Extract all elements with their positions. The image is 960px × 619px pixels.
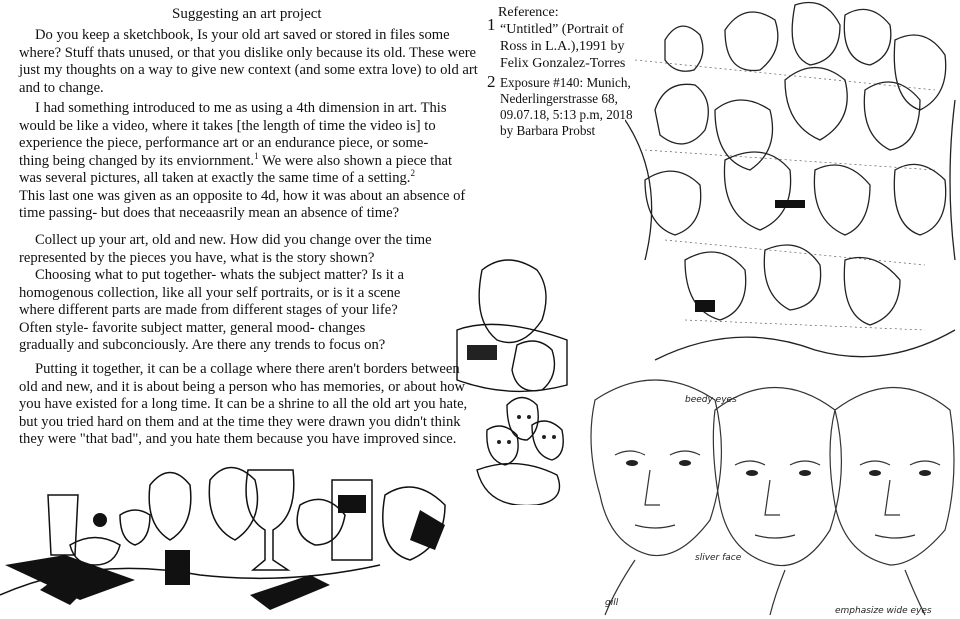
paragraph-collect <box>19 232 479 355</box>
crowd-sketch <box>625 0 960 375</box>
text-line: just my thoughts on a way to give new context (and some extra love) to old art <box>19 62 478 78</box>
paragraph-4th-dimension <box>19 100 479 223</box>
reference-entry-1 <box>500 21 625 72</box>
text-line: time passing- but does that neceaasrily mean an absence of time? <box>19 205 400 221</box>
text-line: homogenous collection, like all your self portraits, or is it a scene <box>19 284 401 301</box>
faces-sketch <box>575 370 960 619</box>
reference-number-1: 1 <box>487 15 496 34</box>
sketch-note: sliver face <box>695 553 742 563</box>
text-line: but you tried hard on them and at the time they were drawn you didn't think <box>19 413 461 430</box>
reference-heading: Reference: <box>498 5 559 20</box>
sketch-note: beedy eyes <box>685 395 737 405</box>
text-line: by Barbara Probst <box>500 123 596 138</box>
page-title: Suggesting an art project <box>172 6 322 22</box>
text-line: Choosing what to put together- whats the subject matter? Is it a <box>35 267 404 283</box>
text-line: experience the piece, performance art or an endurance piece, or some- <box>19 135 429 151</box>
text-line: represented by the pieces you have, what is the story shown? <box>19 249 375 266</box>
reference-entry-2 <box>500 75 633 139</box>
text-line: This last one was given as an opposite to 4d, how it was about an absence of <box>19 187 466 204</box>
text-line: Nederlingerstrasse 68, <box>500 91 618 106</box>
text-fragment: thing being changed by its enviornment. <box>19 152 255 169</box>
text-line: would be like a video, where it takes [the length of time the video is] to <box>19 117 436 134</box>
text-line: old and new, and it is about being a person who has memories, or about how <box>19 378 466 395</box>
text-line: and to change. <box>19 79 104 96</box>
text-line: Exposure #140: Munich, <box>500 75 631 90</box>
reference-number-2: 2 <box>487 72 496 91</box>
text-line: where different parts are made from different stages of your life? <box>19 302 398 318</box>
text-line <box>19 170 479 188</box>
reference-block <box>485 4 633 138</box>
text-line: “Untitled” (Portrait of <box>500 22 624 37</box>
text-line: they were "that bad", and you hate them because you have improved since. <box>19 431 457 447</box>
still-life-sketch <box>0 455 470 619</box>
text-fragment: We were also shown a piece that <box>261 152 453 169</box>
text-line: you have existed for a long time. It can be a shrine to all the old art you hate, <box>19 396 468 412</box>
text-line: where? Stuff thats unused, or that you dislike only because its old. These were <box>19 44 477 61</box>
paragraph-putting-together <box>19 361 479 449</box>
text-line: 09.07.18, 5:13 p.m, 2018 <box>500 107 633 122</box>
text-line: I had something introduced to me as using a 4th dimension in art. This <box>35 100 447 116</box>
text-line: Putting it together, it can be a collage where there aren't borders between <box>35 361 460 377</box>
text-fragment: was several pictures, all taken at exactly the same time of a setting. <box>19 170 411 186</box>
text-line: Often style- favorite subject matter, general mood- changes <box>19 319 366 336</box>
text-line: Felix Gonzalez-Torres <box>500 56 626 71</box>
paragraph-intro <box>19 27 479 97</box>
sketch-note: gill <box>605 598 619 608</box>
text-line: Do you keep a sketchbook, Is your old art saved or stored in files some <box>35 27 450 43</box>
sketch-note: emphasize wide eyes <box>835 606 932 616</box>
text-line: Collect up your art, old and new. How did you change over the time <box>35 232 432 248</box>
text-line: Ross in L.A.),1991 by <box>500 39 625 54</box>
text-line: gradually and subconciously. Are there any trends to focus on? <box>19 337 386 353</box>
footnote-mark-1: 1 <box>254 150 259 161</box>
footnote-mark-2: 2 <box>410 168 415 179</box>
